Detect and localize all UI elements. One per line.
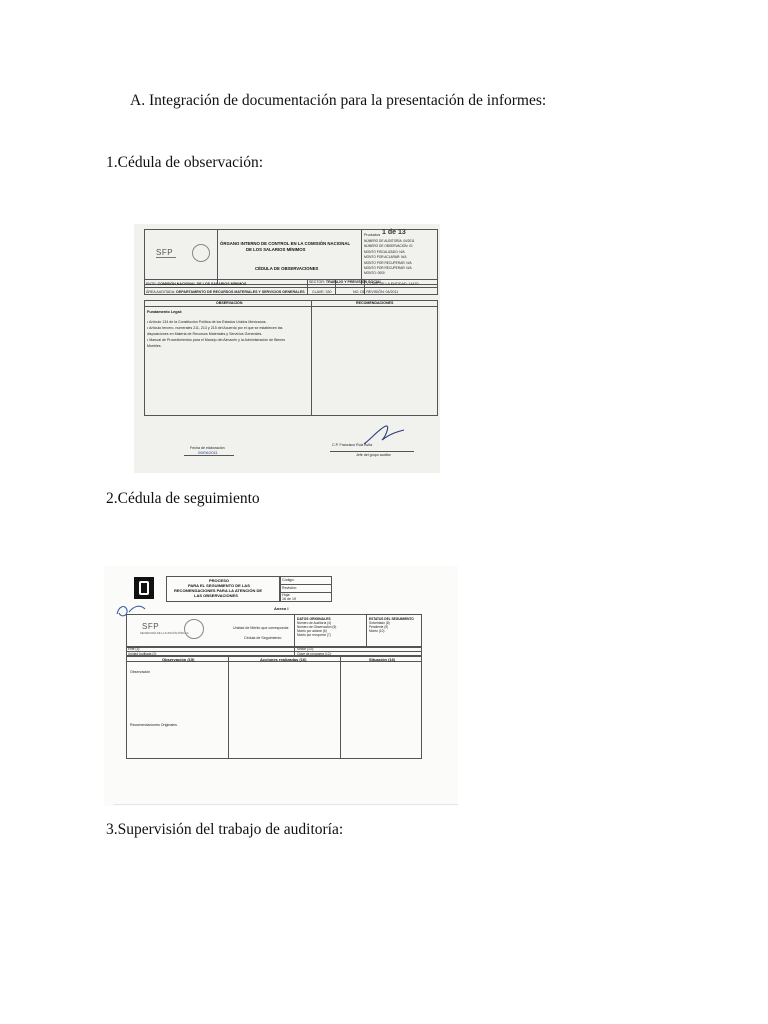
fecha-label: Fecha de elaboración — [190, 446, 225, 450]
bullet-line: Muebles. — [147, 344, 162, 348]
col-situacion: Situación (16) — [369, 656, 396, 662]
doc1-subtitle: CÉDULA DE OBSERVACIONES — [255, 266, 319, 271]
firma-name: C.P. Francisco Ruiz Ávila — [332, 443, 373, 447]
area-label: ÁREA AUDITADA: — [146, 290, 176, 294]
hoja-value: 16 de 19 — [282, 597, 296, 601]
col-observacion: OBSERVACIÓN — [216, 301, 243, 305]
clave-prog: Clave de programa (12): — [297, 651, 332, 656]
bullet-line: • Artículo tercero, numerales 211, 213 y 215 del Acuerdo por el que se establecen las — [147, 326, 283, 330]
col-obs-2: Observación (15) — [162, 656, 195, 662]
datos-line: Número de Observación (5) — [297, 625, 337, 629]
item1-heading: 1.Cédula de observación: — [106, 154, 264, 171]
estatus-line: Pendiente (9) — [369, 625, 389, 629]
ente-label: ENTE: — [146, 282, 157, 286]
codigo-label: Código: — [282, 578, 295, 582]
ente-2: Ente (1): — [128, 647, 141, 651]
folio-label: Productos — [364, 233, 381, 237]
estatus-lines — [369, 621, 390, 633]
sfp-logo-sub: SECRETARÍA DE LA FUNCIÓN PÚBLICA — [140, 632, 189, 635]
area-value: DEPARTAMENTO DE RECURSOS MATERIALES Y SERVICIOS GENERALES — [176, 290, 305, 294]
cedula-observaciones-scan — [134, 224, 440, 473]
fundamento-bullets — [147, 319, 285, 349]
rec-label: Recomendaciones Originales — [130, 723, 177, 727]
clave-label: CLAVE: 330 — [312, 290, 332, 294]
estatus-line: Monto (10) — [369, 629, 385, 633]
org-text: Unidad de Mérito que corresponda — [233, 626, 289, 630]
main-table-2 — [126, 656, 422, 759]
sfp-logo-2: SFP — [142, 622, 160, 631]
sector-label: SECTOR: — [309, 280, 325, 284]
proc-line2: PARA EL SEGUIMIENTO DE LAS — [188, 583, 250, 588]
meta-line: MONTO FISCALIZADO: N/A — [364, 249, 405, 254]
meta-line: MONTO POR RECUPERAR: N/A — [364, 266, 412, 271]
anexo-label: Anexo I — [274, 606, 289, 611]
sfp-logo: SFP — [156, 248, 174, 257]
sector-value: TRABAJO Y PREVISIÓN SOCIAL — [325, 280, 382, 284]
sector-2: Sector (13): — [297, 647, 314, 651]
col-acciones: Acciones realizadas (16) — [260, 656, 307, 662]
datos-lines — [297, 621, 336, 637]
cedula-seguimiento-scan — [104, 566, 458, 806]
datos-line: Monto por aclarar (6) — [297, 629, 327, 633]
proc-line3: RECOMENDACIONES PARA LA ATENCIÓN DE — [174, 588, 263, 593]
hoja-label: Hoja: — [282, 593, 291, 597]
datos-line: Monto por recuperar (7) — [297, 633, 331, 637]
black-logo-icon — [134, 577, 154, 599]
datos-line: Número de Auditoría (4) — [297, 621, 332, 625]
doc1-meta — [364, 239, 415, 277]
obs-label: Observación — [130, 670, 151, 674]
estatus-title: ESTATUS DEL SEGUIMIENTO — [369, 617, 414, 621]
ente-value: COMISIÓN NACIONAL DE LOS SALARIOS MÍNIMOS — [157, 282, 247, 286]
fecha-value: 09/06/2011 — [198, 450, 218, 455]
doc1-title-1: ÓRGANO INTERNO DE CONTROL EN LA COMISIÓN NACIONAL — [220, 241, 351, 246]
section-a-heading: A. Integración de documentación para la presentación de informes: — [130, 92, 547, 109]
col-recomendaciones: RECOMENDACIONES — [356, 301, 394, 305]
meta-line: NÚMERO DE AUDITORÍA: 04/2011 — [364, 239, 415, 243]
proc-line1: PROCESO — [209, 578, 230, 583]
revision-label: Revisión: — [282, 586, 297, 590]
folio-value: 1 de 13 — [382, 229, 406, 236]
meta-line: MONTO: 0000 — [364, 271, 385, 276]
estatus-line: Solventado (8) — [369, 621, 390, 625]
seal-icon — [192, 244, 210, 262]
unidad-2: Unidad Auditada (2): — [128, 651, 158, 656]
no-revision: NO. DE REVISIÓN: 04/2011 — [353, 290, 399, 294]
cedula-text: Cédula de Seguimiento — [244, 636, 282, 640]
item3-heading: 3.Supervisión del trabajo de auditoría: — [106, 821, 344, 838]
item2-heading: 2.Cédula de seguimiento — [106, 490, 260, 507]
bullet-line: • Manual de Procedimientos para el Manejo del Almacén y la Administración de Bienes — [147, 338, 286, 342]
meta-line: MONTO POR ACLARAR: N/A — [364, 255, 407, 260]
doc1-title-2: DE LOS SALARIOS MÍNIMOS — [246, 247, 306, 252]
main-table — [144, 300, 438, 416]
bullet-line: disposiciones en Materia de Recursos Materiales y Servicios Generales. — [147, 332, 263, 336]
seal-icon-2 — [184, 619, 204, 639]
fundamento-legal: Fundamento Legal: — [147, 310, 183, 314]
datos-title: DATOS ORIGINALES — [297, 617, 331, 621]
bullet-line: • Artículo 134 de la Constitución Política de los Estados Unidos Mexicanos. — [147, 320, 267, 324]
clave-entidad: CLAVE DE LA ENTIDAD: 14470 — [367, 282, 419, 286]
proc-line4: LAS OBSERVACIONES — [194, 593, 238, 598]
meta-line: MONTO POR RECUPERAR: N/A — [364, 260, 412, 265]
firma-role: Jefe del grupo auditor — [356, 453, 391, 457]
meta-line: NÚMERO DE OBSERVACIÓN: 01 — [364, 244, 413, 249]
